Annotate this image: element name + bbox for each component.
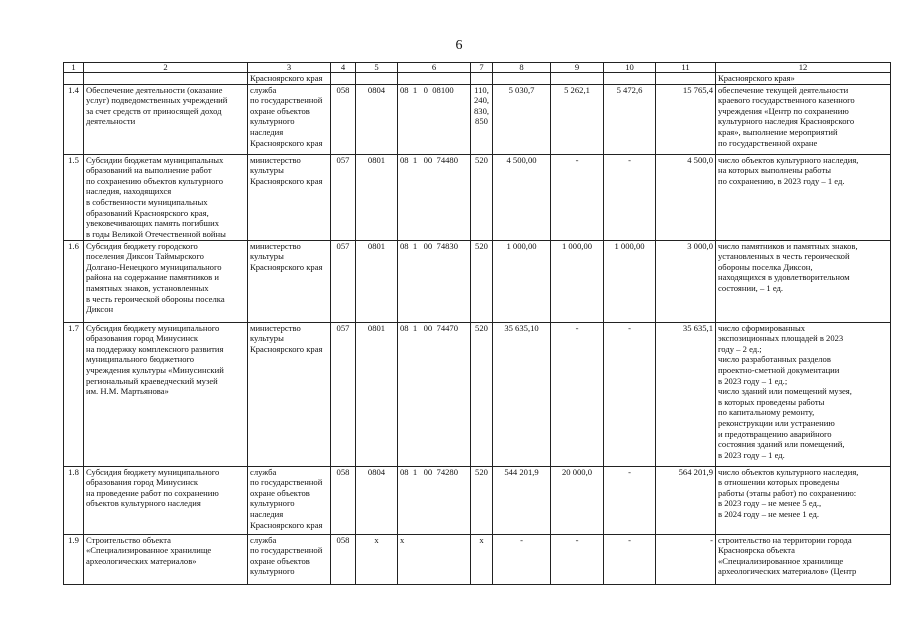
row-number: 1.4	[64, 84, 84, 154]
header-cell: 8	[493, 63, 551, 73]
amount-2024: -	[551, 154, 604, 240]
header-cell: 9	[551, 63, 604, 73]
header-cell: 5	[356, 63, 398, 73]
amount-2025: 1 000,00	[604, 240, 656, 322]
section-code: 0804	[356, 84, 398, 154]
expense-type-code: 520	[471, 154, 493, 240]
table-row	[64, 534, 891, 584]
header-cell: 4	[331, 63, 356, 73]
amount-2025: -	[604, 534, 656, 584]
amount-2023: 5 030,7	[493, 84, 551, 154]
table-row	[64, 240, 891, 322]
amount-2024: 1 000,00	[551, 240, 604, 322]
expense-type-code: 520	[471, 240, 493, 322]
amount-total: 15 765,4	[656, 84, 716, 154]
program-table	[63, 62, 891, 585]
table-row	[64, 322, 891, 466]
header-cell: 6	[398, 63, 471, 73]
measure-name: Обеспечение деятельности (оказание услуг) подведомственных учреждений за счет средств от приносящей доход деятельности	[84, 84, 248, 154]
amount-2024: 20 000,0	[551, 466, 604, 534]
section-code: 0801	[356, 240, 398, 322]
row-number: 1.7	[64, 322, 84, 466]
header-cell: 3	[248, 63, 331, 73]
administrator: служба по государственной охране объектов культурного	[248, 534, 331, 584]
row-number: 1.6	[64, 240, 84, 322]
section-code: 0804	[356, 466, 398, 534]
header-cell: 10	[604, 63, 656, 73]
target-article-code: 08 1 00 74470	[398, 322, 471, 466]
expense-type-code: 110, 240, 830, 850	[471, 84, 493, 154]
continuation-admin: Красноярского края	[248, 73, 331, 85]
header-cell: 11	[656, 63, 716, 73]
expected-result: число сформированных экспозиционных площадей в 2023 году – 2 ед.; число разработанных разделов проектно-сметной документации в 2023 году – 1 ед.; число зданий или помещений музея, в которых проведены работы по капитальному ремонту, реконструкции или устранению и предотвращению аварийного состояния зданий или помещений, в 2023 году – 1 ед.	[716, 322, 891, 466]
amount-2025: -	[604, 154, 656, 240]
expected-result: строительство на территории города Красноярска объекта «Специализированное хранилище археологических материалов» (Центр	[716, 534, 891, 584]
administrator: министерство культуры Красноярского края	[248, 240, 331, 322]
grbs-code: 058	[331, 534, 356, 584]
measure-name: Субсидия бюджету муниципального образования город Минусинск на поддержку комплексного развития муниципального бюджетного учреждения культуры «Минусинский региональный краеведческий музей им. Н.М. Мартьянова»	[84, 322, 248, 466]
target-article-code: х	[398, 534, 471, 584]
page-number: 6	[455, 38, 463, 53]
expense-type-code: 520	[471, 466, 493, 534]
table-row	[64, 84, 891, 154]
amount-total: -	[656, 534, 716, 584]
target-article-code: 08 1 00 74830	[398, 240, 471, 322]
header-cell: 12	[716, 63, 891, 73]
expected-result: обеспечение текущей деятельности краевого государственного казенного учреждения «Центр по сохранению культурного наследия Красноярского края», выполнение мероприятий по государственной охране	[716, 84, 891, 154]
grbs-code: 057	[331, 154, 356, 240]
expected-result: число объектов культурного наследия, в отношении которых проведены работы (этапы работ) по сохранению: в 2023 году – не менее 5 ед., в 2024 году – не менее 1 ед.	[716, 466, 891, 534]
amount-total: 3 000,0	[656, 240, 716, 322]
table-row	[64, 154, 891, 240]
amount-2024: 5 262,1	[551, 84, 604, 154]
amount-total: 564 201,9	[656, 466, 716, 534]
row-number: 1.8	[64, 466, 84, 534]
amount-2024: -	[551, 322, 604, 466]
target-article-code: 08 1 00 74480	[398, 154, 471, 240]
amount-2025: -	[604, 466, 656, 534]
continuation-result: Красноярского края»	[716, 73, 891, 85]
amount-total: 35 635,1	[656, 322, 716, 466]
administrator: служба по государственной охране объектов культурного наследия Красноярского края	[248, 466, 331, 534]
section-code: х	[356, 534, 398, 584]
expense-type-code: х	[471, 534, 493, 584]
amount-2025: 5 472,6	[604, 84, 656, 154]
header-cell: 7	[471, 63, 493, 73]
administrator: служба по государственной охране объектов культурного наследия Красноярского края	[248, 84, 331, 154]
amount-2023: 35 635,10	[493, 322, 551, 466]
header-row	[64, 63, 891, 73]
table-row	[64, 466, 891, 534]
grbs-code: 058	[331, 466, 356, 534]
amount-2025: -	[604, 322, 656, 466]
amount-total: 4 500,0	[656, 154, 716, 240]
grbs-code: 057	[331, 322, 356, 466]
administrator: министерство культуры Красноярского края	[248, 322, 331, 466]
grbs-code: 058	[331, 84, 356, 154]
amount-2023: -	[493, 534, 551, 584]
measure-name: Субсидия бюджету городского поселения Диксон Таймырского Долгано-Ненецкого муниципального района на содержание памятников и памятных знаков, установленных в честь героической обороны поселка Диксон	[84, 240, 248, 322]
measure-name: Субсидии бюджетам муниципальных образований на выполнение работ по сохранению объектов культурного наследия, находящихся в собственности муниципальных образований Красноярского края, увековечивающих память погибших в годы Великой Отечественной войны	[84, 154, 248, 240]
row-number: 1.9	[64, 534, 84, 584]
target-article-code: 08 1 0 08100	[398, 84, 471, 154]
amount-2023: 544 201,9	[493, 466, 551, 534]
amount-2023: 4 500,00	[493, 154, 551, 240]
expected-result: число объектов культурного наследия, на которых выполнены работы по сохранению, в 2023 году – 1 ед.	[716, 154, 891, 240]
expense-type-code: 520	[471, 322, 493, 466]
expected-result: число памятников и памятных знаков, установленных в честь героической обороны поселка Диксон, находящихся в удовлетворительном состоянии, – 1 ед.	[716, 240, 891, 322]
header-cell: 2	[84, 63, 248, 73]
measure-name: Субсидия бюджету муниципального образования город Минусинск на проведение работ по сохранению объектов культурного наследия	[84, 466, 248, 534]
row-number: 1.5	[64, 154, 84, 240]
administrator: министерство культуры Красноярского края	[248, 154, 331, 240]
measure-name: Строительство объекта «Специализированное хранилище археологических материалов»	[84, 534, 248, 584]
header-cell: 1	[64, 63, 84, 73]
section-code: 0801	[356, 154, 398, 240]
continuation-row	[64, 73, 891, 85]
amount-2023: 1 000,00	[493, 240, 551, 322]
amount-2024: -	[551, 534, 604, 584]
grbs-code: 057	[331, 240, 356, 322]
target-article-code: 08 1 00 74280	[398, 466, 471, 534]
section-code: 0801	[356, 322, 398, 466]
